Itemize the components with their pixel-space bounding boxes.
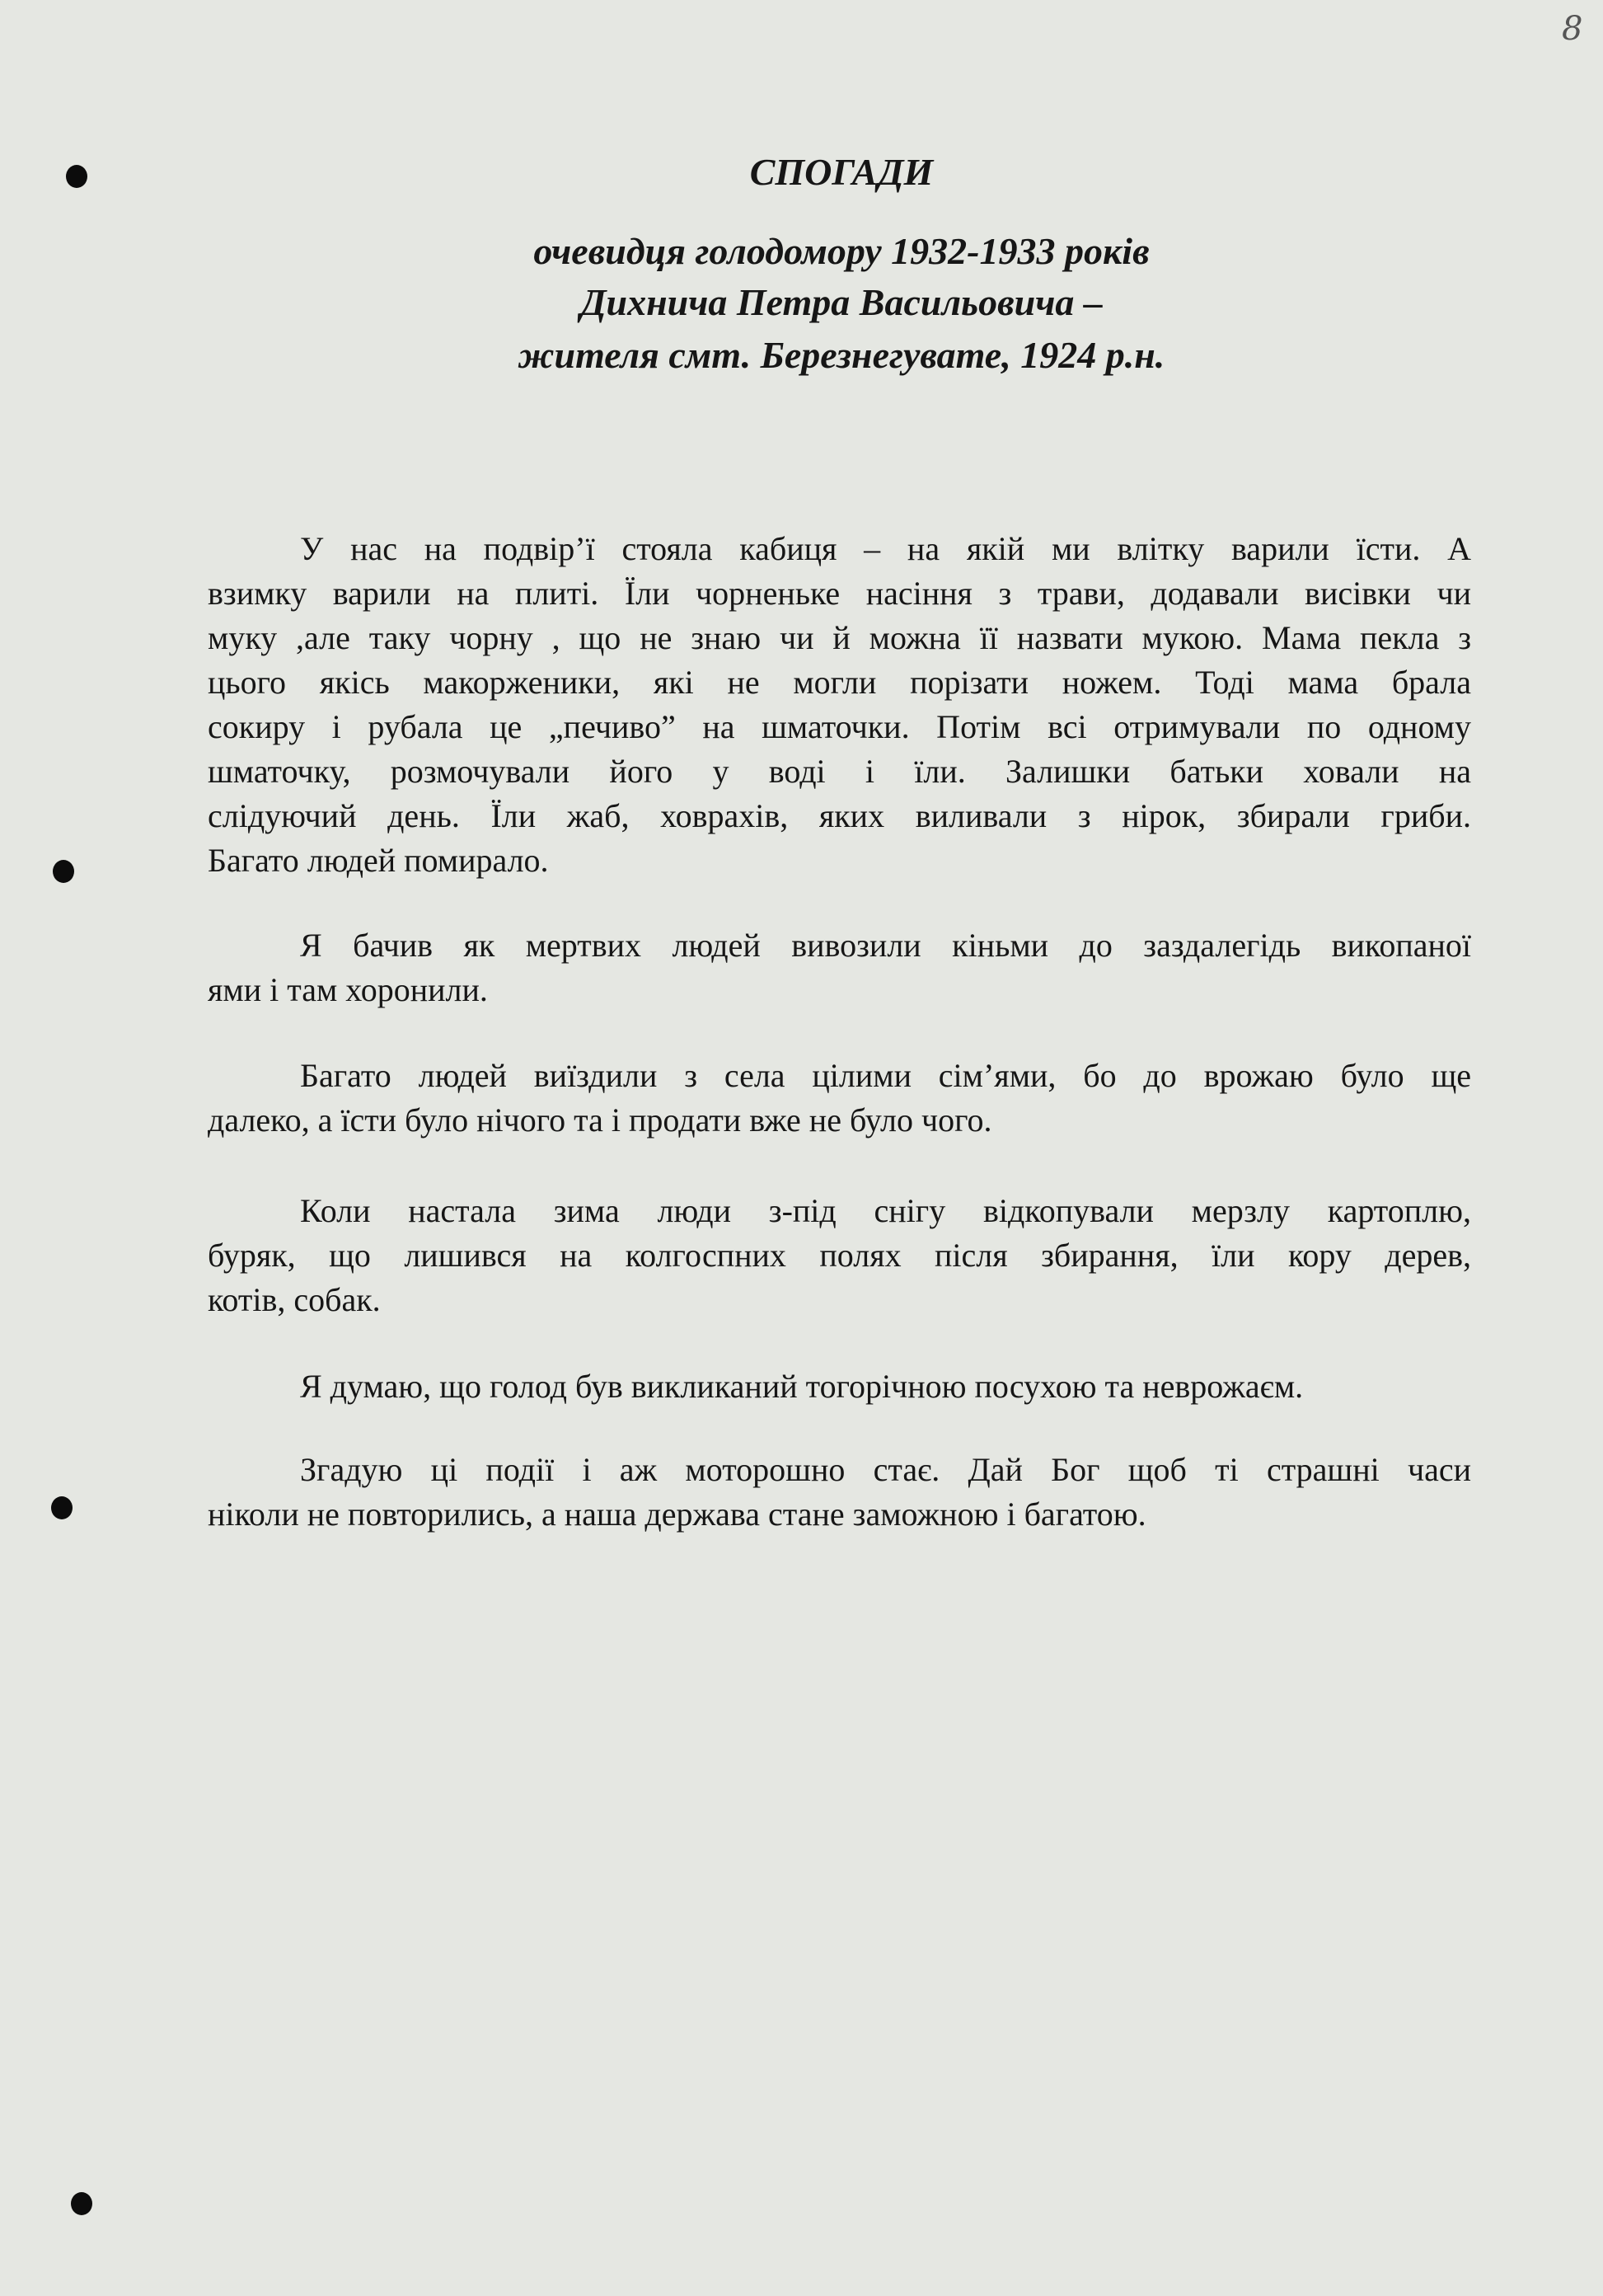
text-line: цього якісь макорженики, які не могли порізати ножем. Тоді мама брала: [208, 664, 1471, 701]
paragraph: [208, 1189, 1471, 1322]
paragraph: [208, 1054, 1471, 1143]
paragraph: [208, 527, 1471, 883]
text-line: Багато людей виїздили з села цілими сім’ями, бо до врожаю було ще: [300, 1057, 1471, 1094]
text-line: Згадую ці події і аж моторошно стає. Дай Бог щоб ті страшні часи: [300, 1451, 1471, 1488]
text-line: Коли настала зима люди з-під снігу відкопували мерзлу картоплю,: [300, 1192, 1471, 1229]
paragraph: [208, 1448, 1471, 1537]
text-line: шматочку, розмочували його у воді і їли. Залишки батьки ховали на: [208, 753, 1471, 790]
paragraph: [208, 923, 1471, 1012]
text-line: взимку варили на плиті. Їли чорненьке насіння з трави, додавали висівки чи: [208, 575, 1471, 612]
text-line: У нас на подвір’ї стояла кабиця – на якій ми влітку варили їсти. А: [300, 530, 1471, 567]
text-line: слідуючий день. Їли жаб, ховрахів, яких виливали з нірок, збирали гриби.: [208, 797, 1471, 834]
text-line: ніколи не повторились, а наша держава стане заможною і багатою.: [208, 1495, 1146, 1533]
text-line: буряк, що лишився на колгоспних полях після збирання, їли кору дерев,: [208, 1237, 1471, 1274]
text-line: Я бачив як мертвих людей вивозили кіньми до заздалегідь викопаної: [300, 927, 1471, 964]
subtitle-line: очевидця голодомору 1932-1933 років: [533, 230, 1150, 272]
text-line: муку ,але таку чорну , що не знаю чи й можна її назвати мукою. Мама пекла з: [208, 619, 1471, 656]
text-line: котів, собак.: [208, 1281, 381, 1318]
text-line: Я думаю, що голод був викликаний тогорічною посухою та неврожаєм.: [300, 1368, 1304, 1405]
punch-hole: [71, 2192, 92, 2215]
text-line: сокиру і рубала це „печиво” на шматочки. Потім всі отримували по одному: [208, 708, 1471, 745]
page-number: 8: [1562, 10, 1583, 48]
text-line: ями і там хоронили.: [208, 971, 488, 1008]
punch-hole: [53, 860, 74, 883]
subtitle-line: Дихнича Петра Васильовича –: [580, 281, 1103, 323]
text-line: Багато людей помирало.: [208, 842, 549, 879]
document-title: СПОГАДИ: [749, 151, 934, 193]
paragraph: [208, 1364, 1471, 1409]
text-line: далеко, а їсти було нічого та і продати вже не було чого.: [208, 1101, 992, 1139]
punch-hole: [51, 1496, 73, 1519]
subtitle-line: жителя смт. Березнегувате, 1924 р.н.: [518, 334, 1165, 376]
